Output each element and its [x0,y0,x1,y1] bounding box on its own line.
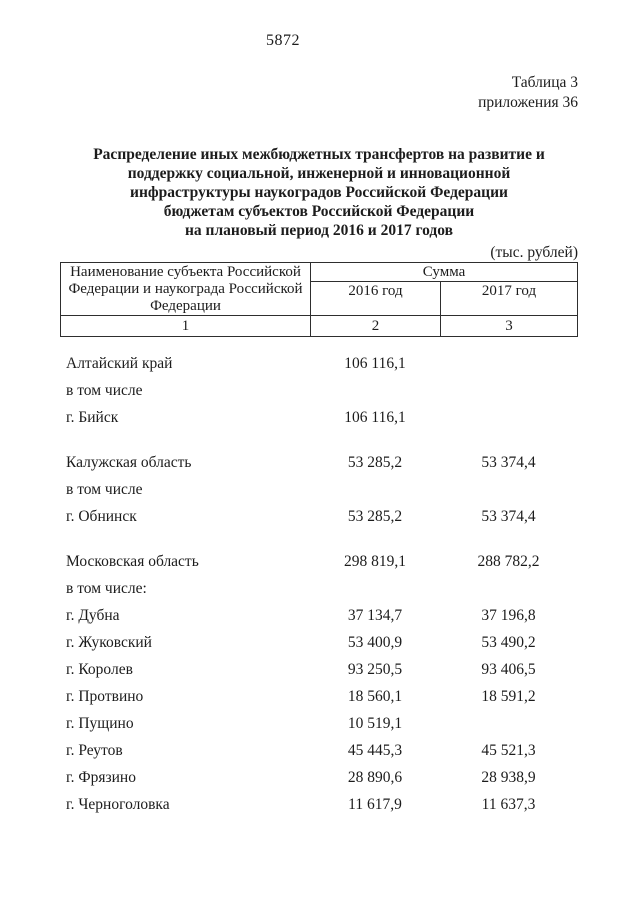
row-value-2017 [440,579,577,599]
table-row-city [60,741,578,761]
row-value-2017: 93 406,5 [481,661,536,678]
table-row-region [60,453,578,473]
table-reference: Таблица 3 [511,74,578,91]
year-2017-header: 2017 год [441,282,578,316]
row-value-2017 [440,381,577,401]
table-row-note [60,579,578,599]
row-value-2016: 53 285,2 [347,454,403,471]
row-value-2017: 11 637,3 [481,796,536,813]
row-value-2016: 53 400,9 [347,634,403,651]
row-value-2017: 28 938,9 [481,769,536,786]
row-value-2016: 10 519,1 [347,715,403,732]
data-rows [60,354,578,815]
document-title-line: Распределение иных межбюджетных трансфертов на развитие и [93,146,545,163]
row-value-2016 [310,480,440,500]
row-name: в том числе: [66,580,147,597]
document-title [60,145,578,240]
sum-column-header: Сумма [311,263,578,282]
row-value-2017: 45 521,3 [481,742,536,759]
row-name: г. Королев [66,661,133,678]
row-value-2016: 93 250,5 [347,661,403,678]
row-name: Алтайский край [66,355,173,372]
row-value-2017 [440,354,577,374]
row-value-2017: 53 490,2 [481,634,536,651]
row-value-2016 [310,579,440,599]
row-value-2016: 18 560,1 [347,688,403,705]
row-name: г. Дубна [66,607,120,624]
document-title-line: на плановый период 2016 и 2017 годов [185,222,453,239]
row-value-2017: 18 591,2 [481,688,536,705]
table-row-city [60,408,578,428]
year-2016-header: 2016 год [311,282,441,316]
row-value-2017 [440,480,577,500]
row-name: г. Пущино [66,715,134,732]
name-column-header: Наименование субъекта Российской Федерации и наукограда Российской Федерации [61,263,311,316]
row-value-2016: 45 445,3 [347,742,403,759]
row-value-2016: 106 116,1 [344,409,406,426]
row-name: в том числе [66,382,143,399]
document-title-line: бюджетам субъектов Российской Федерации [163,203,475,220]
table-row-region [60,354,578,374]
row-name: Московская область [66,553,199,570]
row-name: г. Жуковский [66,634,152,651]
row-value-2016: 37 134,7 [347,607,403,624]
row-value-2016: 53 285,2 [347,508,403,525]
table-row-region [60,552,578,572]
table-row-city [60,660,578,680]
row-value-2017: 53 374,4 [481,508,536,525]
row-value-2016: 298 819,1 [344,553,406,570]
table-row-city [60,606,578,626]
row-name: г. Бийск [66,409,119,426]
row-value-2017 [440,714,577,734]
appendix-reference: приложения 36 [478,94,578,111]
table-row-note [60,480,578,500]
row-value-2017: 288 782,2 [477,553,540,570]
table-row-city [60,714,578,734]
column-number-3: 3 [441,316,578,337]
document-reference [60,73,578,113]
page-number: 5872 [266,32,300,49]
row-name: г. Протвино [66,688,144,705]
table-row-city [60,768,578,788]
document-title-line: инфраструктуры наукоградов Российской Федерации [130,184,508,201]
row-name: г. Черноголовка [66,796,170,813]
table-row-city [60,633,578,653]
row-value-2016: 28 890,6 [347,769,403,786]
column-number-2: 2 [311,316,441,337]
row-value-2016: 106 116,1 [344,355,406,372]
row-name: г. Обнинск [66,508,137,525]
row-value-2016 [310,381,440,401]
document-title-line: поддержку социальной, инженерной и инновационной [127,165,511,182]
row-name: Калужская область [66,454,192,471]
header-table [60,262,578,337]
row-name: в том числе [66,481,143,498]
row-value-2016: 11 617,9 [348,796,402,813]
row-name: г. Реутов [66,742,123,759]
table-row-city [60,795,578,815]
row-name: г. Фрязино [66,769,136,786]
table-row-city [60,687,578,707]
table-row-note [60,381,578,401]
units-note: (тыс. рублей) [490,244,578,261]
table-row-city [60,507,578,527]
row-value-2017: 37 196,8 [481,607,536,624]
column-number-1: 1 [61,316,311,337]
row-value-2017 [440,408,577,428]
row-value-2017: 53 374,4 [481,454,536,471]
